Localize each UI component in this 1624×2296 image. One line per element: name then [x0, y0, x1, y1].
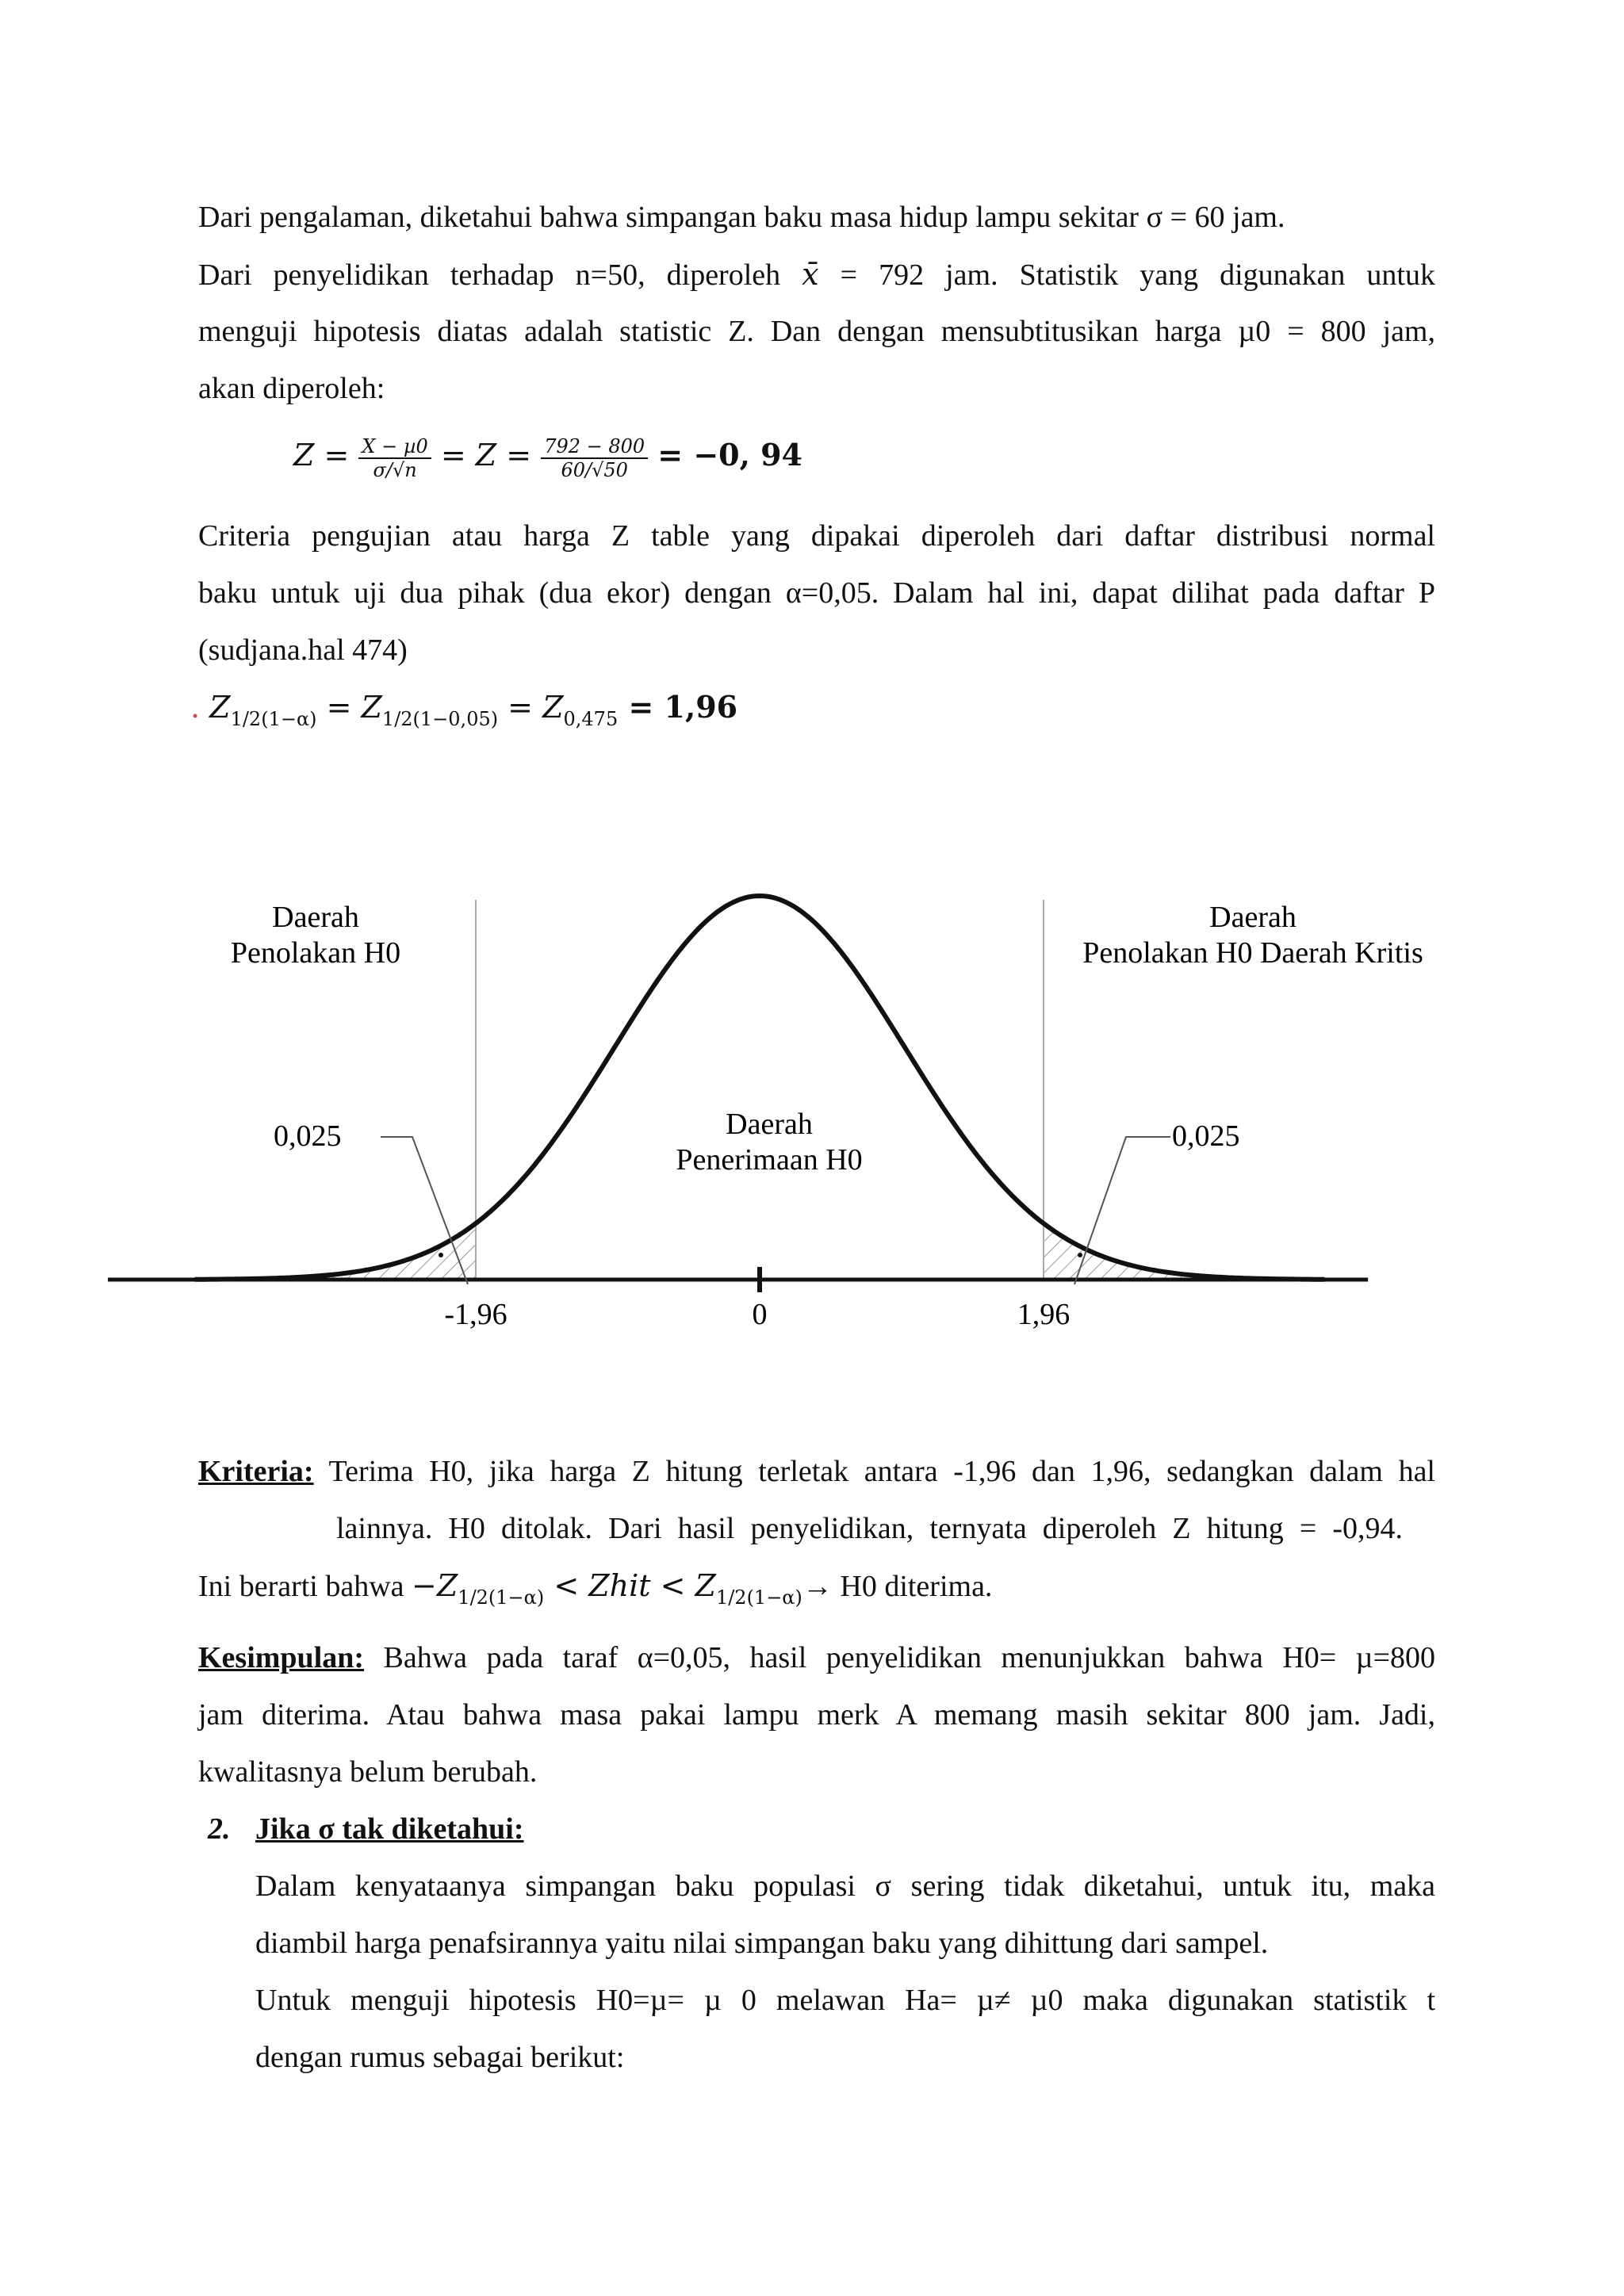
tick-label-center: 0 [752, 1298, 768, 1331]
formula-bullet-dot: . [190, 690, 210, 725]
kesimpulan-text-1: Bahwa pada taraf α=0,05, hasil penyelidikan menunjukkan bahwa H0= µ=800 [364, 1641, 1435, 1674]
left-tail-area-label: 0,025 [274, 1119, 342, 1153]
paragraph1-line3: menguji hipotesis diatas adalah statistic Z. Dan dengan mensubtitusikan harga µ0 = 800 jam, [198, 315, 1435, 348]
acceptance-label-line1: Daerah [726, 1108, 813, 1141]
acceptance-label-line2: Penerimaan H0 [676, 1143, 863, 1177]
kriteria-text-3a: Ini berarti bahwa [198, 1570, 412, 1603]
z-term-1-subscript: 1/2(1−α) [230, 708, 317, 730]
section2-line1: Dalam kenyataanya simpangan baku populasi σ sering tidak diketahui, untuk itu, maka [255, 1869, 1435, 1903]
paragraph1-line2 [198, 255, 1435, 294]
z-table-result: = 1,96 [618, 689, 738, 725]
section2-heading: Jika σ tak diketahui: [255, 1812, 524, 1846]
equals-2: = [498, 690, 543, 725]
paragraph2-line1: Criteria pengujian atau harga Z table yang dipakai diperoleh dari daftar distribusi normal [198, 519, 1435, 553]
fraction-1-numerator: X − µ0 [358, 435, 431, 459]
fraction-2-numerator: 792 − 800 [541, 435, 648, 459]
paragraph1-line2-part-b: = 792 jam. Statistik yang digunakan untuk [818, 258, 1435, 292]
kesimpulan-line3: kwalitasnya belum berubah. [198, 1755, 538, 1789]
xbar-symbol: x̄ [802, 257, 819, 292]
paragraph1-line2-part-a: Dari penyelidikan terhadap n=50, diperoleh [198, 258, 802, 292]
z-term-3: Z [542, 690, 564, 725]
kesimpulan-line1 [198, 1639, 1435, 1677]
left-tail-dot [439, 1253, 443, 1257]
tick-label-left: -1,96 [444, 1298, 508, 1331]
section2-line3: Untuk menguji hipotesis H0=µ= µ 0 melawan Ha= µ≠ µ0 maka digunakan statistik t [255, 1984, 1435, 2017]
z-formula-middle: = Z = [440, 438, 532, 473]
z-formula-result: = −0, 94 [657, 437, 802, 473]
section2-number: 2. [208, 1812, 231, 1846]
right-tail-shaded-area [1044, 1223, 1224, 1280]
z-formula [293, 427, 802, 484]
right-rejection-label-line1: Daerah [1209, 901, 1297, 934]
paragraph2-line2: baku untuk uji dua pihak (dua ekor) dengan α=0,05. Dalam hal ini, dapat dilihat pada daftar P [198, 576, 1435, 610]
z-formula-fraction-1 [358, 435, 431, 481]
z-term-3-subscript: 0,475 [563, 708, 619, 730]
paragraph1-line1: Dari pengalaman, diketahui bahwa simpangan baku masa hidup lampu sekitar σ = 60 jam. [198, 201, 1285, 234]
inequality-middle: < Zhit < Z [544, 1568, 716, 1603]
fraction-1-denominator: σ/√n [373, 458, 417, 481]
kriteria-label: Kriteria: [198, 1455, 314, 1488]
kriteria-text-3b: → H0 diterima. [802, 1570, 993, 1603]
equals-1: = [316, 690, 362, 725]
paragraph1-line4: akan diperoleh: [198, 372, 385, 405]
left-rejection-label-line1: Daerah [272, 901, 359, 934]
kriteria-text-1: Terima H0, jika harga Z hitung terletak antara -1,96 dan 1,96, sedangkan dalam hal [313, 1455, 1435, 1488]
z-formula-lhs: Z = [293, 438, 350, 473]
z-formula-fraction-2 [541, 435, 648, 481]
kesimpulan-line2: jam diterima. Atau bahwa masa pakai lampu merk A memang masih sekitar 800 jam. Jadi, [198, 1698, 1435, 1732]
left-rejection-label-line2: Penolakan H0 [230, 936, 401, 970]
right-tail-dot [1078, 1253, 1082, 1257]
paragraph2-line3: (sudjana.hal 474) [198, 633, 408, 667]
inequality-right-subscript: 1/2(1−α) [715, 1586, 802, 1609]
inequality-left: −Z [412, 1568, 458, 1603]
kriteria-line2: lainnya. H0 ditolak. Dari hasil penyelidikan, ternyata diperoleh Z hitung = -0,94. [336, 1512, 1403, 1545]
kesimpulan-label: Kesimpulan: [198, 1641, 365, 1674]
z-table-formula [190, 688, 737, 738]
right-tail-area-label: 0,025 [1172, 1119, 1240, 1153]
kriteria-line3 [198, 1567, 992, 1617]
z-term-2: Z [361, 690, 382, 725]
kriteria-line1 [198, 1452, 1435, 1490]
z-term-1: Z [209, 690, 231, 725]
normal-distribution-chart [0, 872, 1624, 1348]
z-term-2-subscript: 1/2(1−0,05) [381, 708, 499, 730]
section2-line2: diambil harga penafsirannya yaitu nilai simpangan baku yang dihittung dari sampel. [255, 1927, 1269, 1960]
section2-line4: dengan rumus sebagai berikut: [255, 2041, 625, 2074]
inequality-left-subscript: 1/2(1−α) [458, 1586, 545, 1609]
right-rejection-label-line2: Penolakan H0 Daerah Kritis [1082, 936, 1423, 970]
fraction-2-denominator: 60/√50 [561, 458, 628, 481]
tick-label-right: 1,96 [1017, 1298, 1071, 1331]
